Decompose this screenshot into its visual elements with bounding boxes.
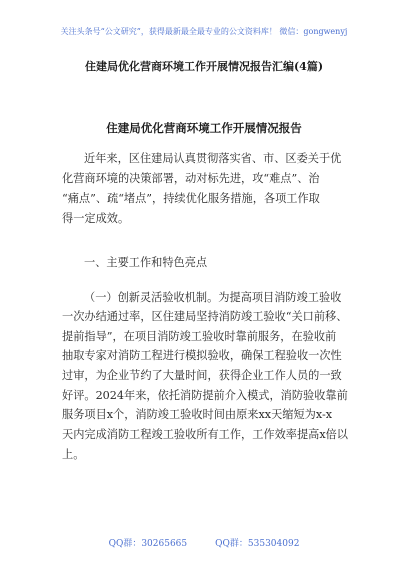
body-line: 服务项目x个，消防竣工验收时间由原来xx天缩短为x-x xyxy=(62,408,333,421)
body-line: 近年来，区住建局认真贯彻落实省、市、区委关于优 xyxy=(84,152,342,165)
section-title: 住建局优化营商环境工作开展情况报告 xyxy=(106,121,302,135)
body-line: 抽取专家对消防工程进行模拟验收，确保工程验收一次性 xyxy=(62,349,342,362)
body-line: 一次办结通过率，区住建局坚持消防竣工验收“关口前移、 xyxy=(62,310,348,323)
body-line: 天内完成消防工程竣工验收所有工作，工作效率提高x倍以 xyxy=(62,428,348,441)
body-line: “痛点”、疏“堵点”，持续优化服务措施，各项工作取 xyxy=(62,192,320,205)
body-line: 提前指导”，在项目消防竣工验收时靠前服务，在验收前 xyxy=(62,330,337,343)
body-line: （一）创新灵活验收机制。为提高项目消防竣工验收 xyxy=(84,291,342,304)
body-line: 化营商环境的决策部署，动对标先进，攻“难点”、治 xyxy=(62,172,320,185)
body-line: 好评。2024年来，依托消防提前介入模式，消防验收靠前 xyxy=(62,389,348,402)
body-line: 上。 xyxy=(62,448,85,461)
body-line: 得一定成效。 xyxy=(62,212,130,225)
footer-qq-group-1: QQ群：30265665 xyxy=(108,539,188,549)
document-title: 住建局优化营商环境工作开展情况报告汇编(4篇) xyxy=(84,60,324,73)
body-line: 过审，为企业节约了大量时间，获得企业工作人员的一致 xyxy=(62,369,342,382)
footer-contacts xyxy=(0,536,408,549)
heading-main-work: 一、主要工作和特色亮点 xyxy=(84,256,208,269)
footer-qq-group-2: QQ群：535304092 xyxy=(215,539,300,549)
header-banner: 关注头条号“公文研究”，获得最新最全最专业的公文资料库！ 微信：gongwenyj xyxy=(60,27,348,36)
